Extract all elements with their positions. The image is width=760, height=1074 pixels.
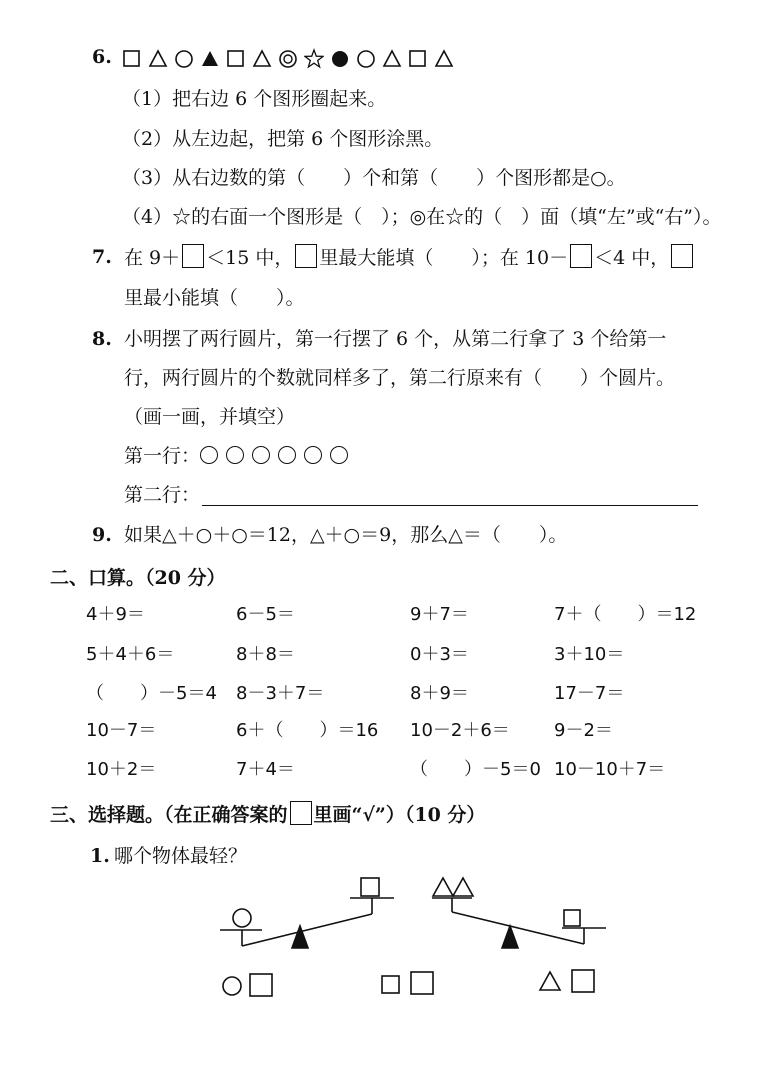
q7-text-d: ＜4 中， — [594, 247, 670, 269]
q8-line-3: （画一画，并填空） — [124, 406, 296, 428]
section-3-title-a: 三、选择题。（在正确答案的 — [50, 804, 288, 826]
circle-icon — [330, 446, 348, 464]
answer-box[interactable] — [671, 244, 693, 268]
square-icon — [361, 878, 379, 896]
triangle-icon — [453, 878, 473, 896]
mental-math-item[interactable]: 9＋7＝ — [410, 604, 469, 625]
mental-math-item[interactable]: 8＋9＝ — [410, 683, 469, 704]
mental-math-item[interactable]: 8－3＋7＝ — [236, 683, 325, 704]
mental-math-item[interactable]: 8＋8＝ — [236, 644, 295, 665]
square-icon — [382, 976, 399, 993]
double-circle-icon[interactable] — [278, 48, 298, 69]
q6-shape-sequence — [122, 48, 454, 69]
answer-box — [411, 972, 433, 994]
q8-row-1-circles — [200, 445, 356, 467]
answer-box[interactable] — [295, 244, 317, 268]
balance-scales-figure — [200, 868, 620, 1004]
q8-number: 8. — [92, 328, 112, 350]
mental-math-item[interactable]: 10＋2＝ — [86, 759, 157, 780]
mental-math-item[interactable]: 17－7＝ — [554, 683, 625, 704]
q8-row-1-label: 第一行： — [124, 445, 201, 467]
fulcrum-icon — [292, 926, 308, 948]
circle-filled-icon[interactable] — [330, 48, 350, 69]
circle-icon — [278, 446, 296, 464]
q6-item-3: （3）从右边数的第（ ）个和第（ ）个图形都是○。 — [122, 167, 626, 189]
triangle-icon[interactable] — [252, 48, 272, 69]
answer-box[interactable] — [182, 244, 204, 268]
mental-math-item[interactable]: 7＋（ ）＝12 — [554, 604, 697, 625]
choice-triangle — [540, 970, 594, 992]
circle-icon — [226, 446, 244, 464]
q7-text-b: ＜15 中， — [206, 247, 294, 269]
right-balance-scale — [432, 878, 606, 948]
square-icon[interactable] — [122, 48, 142, 69]
section-3-title-b: 里画“√”）（10 分） — [313, 804, 486, 826]
q6-item-1: （1）把右边 6 个图形圈起来。 — [122, 88, 387, 110]
circle-icon[interactable] — [174, 48, 194, 69]
q7-number: 7. — [92, 246, 112, 268]
q9-text: 如果△＋○＋○＝12，△＋○＝9，那么△＝（ ）。 — [124, 524, 568, 546]
mental-math-item[interactable]: （ ）－5＝4 — [86, 683, 217, 704]
circle-icon — [200, 446, 218, 464]
q8-row-2-answer-line[interactable] — [202, 505, 698, 506]
circle-icon — [252, 446, 270, 464]
choice-square — [382, 972, 433, 994]
circle-icon — [223, 977, 241, 995]
mental-math-item[interactable]: 10－2＋6＝ — [410, 720, 510, 741]
mental-math-item[interactable]: 9－2＝ — [554, 720, 613, 741]
s3-q1-text: 哪个物体最轻？ — [114, 845, 248, 867]
mental-math-item[interactable]: 6－5＝ — [236, 604, 295, 625]
mental-math-item[interactable]: 0＋3＝ — [410, 644, 469, 665]
answer-box — [250, 974, 272, 996]
square-icon[interactable] — [226, 48, 246, 69]
triangle-icon — [540, 972, 560, 990]
answer-box — [572, 970, 594, 992]
q8-row-1 — [124, 443, 356, 469]
q7-text-c: 里最大能填（ ）；在 10－ — [319, 247, 569, 269]
triangle-icon[interactable] — [148, 48, 168, 69]
q6-number: 6. — [92, 46, 112, 68]
triangle-icon[interactable] — [434, 48, 454, 69]
mental-math-item[interactable]: 6＋（ ）＝16 — [236, 720, 379, 741]
answer-box-sample — [290, 801, 312, 825]
mental-math-item[interactable]: 10－10＋7＝ — [554, 759, 666, 780]
section-2-title: 二、口算。（20 分） — [50, 567, 226, 589]
mental-math-item[interactable]: （ ）－5＝0 — [410, 759, 541, 780]
mental-math-item[interactable]: 4＋9＝ — [86, 604, 145, 625]
q6-item-2: （2）从左边起，把第 6 个图形涂黑。 — [122, 128, 444, 150]
triangle-filled-icon[interactable] — [200, 48, 220, 69]
fulcrum-icon — [502, 926, 518, 948]
star-icon[interactable] — [304, 48, 324, 69]
left-balance-scale — [220, 878, 394, 948]
q6-item-4: （4）☆的右面一个图形是（ ）；◎在☆的（ ）面（填“左”或“右”）。 — [122, 206, 722, 228]
circle-icon — [304, 446, 322, 464]
triangle-icon[interactable] — [382, 48, 402, 69]
q8-row-2-label: 第二行： — [124, 484, 201, 506]
square-icon — [564, 910, 580, 926]
q8-line-1: 小明摆了两行圆片，第一行摆了 6 个，从第二行拿了 3 个给第一 — [124, 328, 667, 350]
mental-math-item[interactable]: 3＋10＝ — [554, 644, 625, 665]
q7-line-1 — [124, 244, 695, 271]
answer-box[interactable] — [570, 244, 592, 268]
circle-icon[interactable] — [356, 48, 376, 69]
circle-icon — [233, 909, 251, 927]
mental-math-item[interactable]: 5＋4＋6＝ — [86, 644, 175, 665]
q8-line-2: 行，两行圆片的个数就同样多了，第二行原来有（ ）个圆片。 — [124, 367, 676, 389]
square-icon[interactable] — [408, 48, 428, 69]
q7-text-a: 在 9＋ — [124, 247, 181, 269]
mental-math-item[interactable]: 7＋4＝ — [236, 759, 295, 780]
section-3-title — [50, 800, 485, 827]
q7-line-2: 里最小能填（ ）。 — [124, 287, 305, 309]
s3-q1-number: 1. — [90, 845, 110, 867]
q9-number: 9. — [92, 524, 112, 546]
triangle-icon — [433, 878, 453, 896]
mental-math-item[interactable]: 10－7＝ — [86, 720, 157, 741]
choice-circle — [223, 974, 272, 996]
